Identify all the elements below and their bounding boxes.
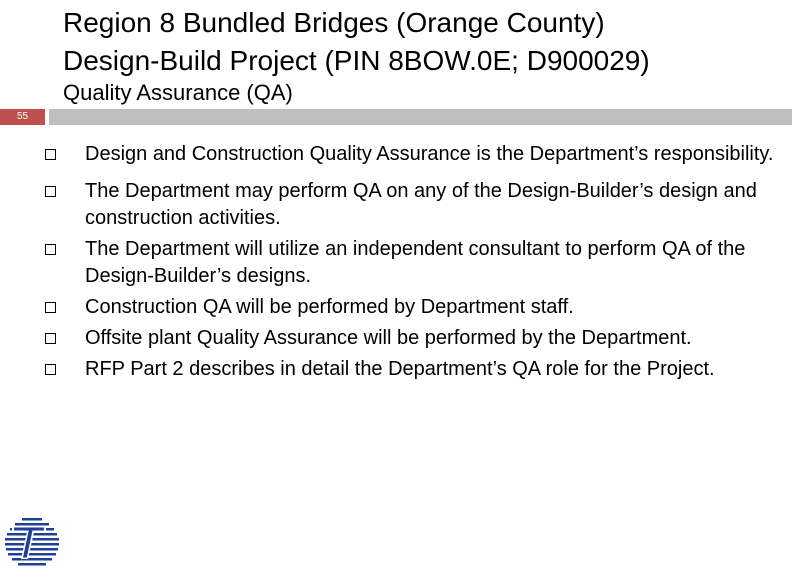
bullet-text: The Department will utilize an independent consultant to perform QA of the Design-Builder’s designs.	[85, 238, 746, 287]
square-bullet-icon	[45, 364, 56, 375]
square-bullet-icon	[45, 186, 56, 197]
bullet-text: Design and Construction Quality Assurance is the Department’s responsibility.	[85, 143, 774, 165]
bullet-item	[40, 236, 780, 290]
square-bullet-icon	[45, 302, 56, 313]
slide-title	[63, 4, 778, 80]
square-bullet-icon	[45, 333, 56, 344]
square-bullet-icon	[45, 149, 56, 160]
bullet-item	[40, 178, 780, 232]
bullet-item	[40, 356, 780, 383]
bullet-item	[40, 325, 780, 352]
bullet-item	[40, 141, 780, 168]
nysdot-logo-icon	[4, 515, 62, 570]
bullet-text: Offsite plant Quality Assurance will be performed by the Department.	[85, 327, 692, 349]
header-divider-bar	[49, 109, 792, 125]
square-bullet-icon	[45, 244, 56, 255]
slide-number-badge: 55	[0, 109, 45, 125]
slide-title-line-2: Design-Build Project (PIN 8BOW.0E; D900029)	[63, 45, 650, 76]
bullet-item	[40, 294, 780, 321]
slide-title-line-1: Region 8 Bundled Bridges (Orange County)	[63, 7, 605, 38]
bullet-text: Construction QA will be performed by Department staff.	[85, 296, 574, 318]
slide-subtitle: Quality Assurance (QA)	[63, 80, 293, 105]
bullet-text: RFP Part 2 describes in detail the Department’s QA role for the Project.	[85, 358, 715, 380]
bullet-text: The Department may perform QA on any of the Design-Builder’s design and construction activities.	[85, 180, 757, 229]
bullet-list	[40, 141, 780, 383]
